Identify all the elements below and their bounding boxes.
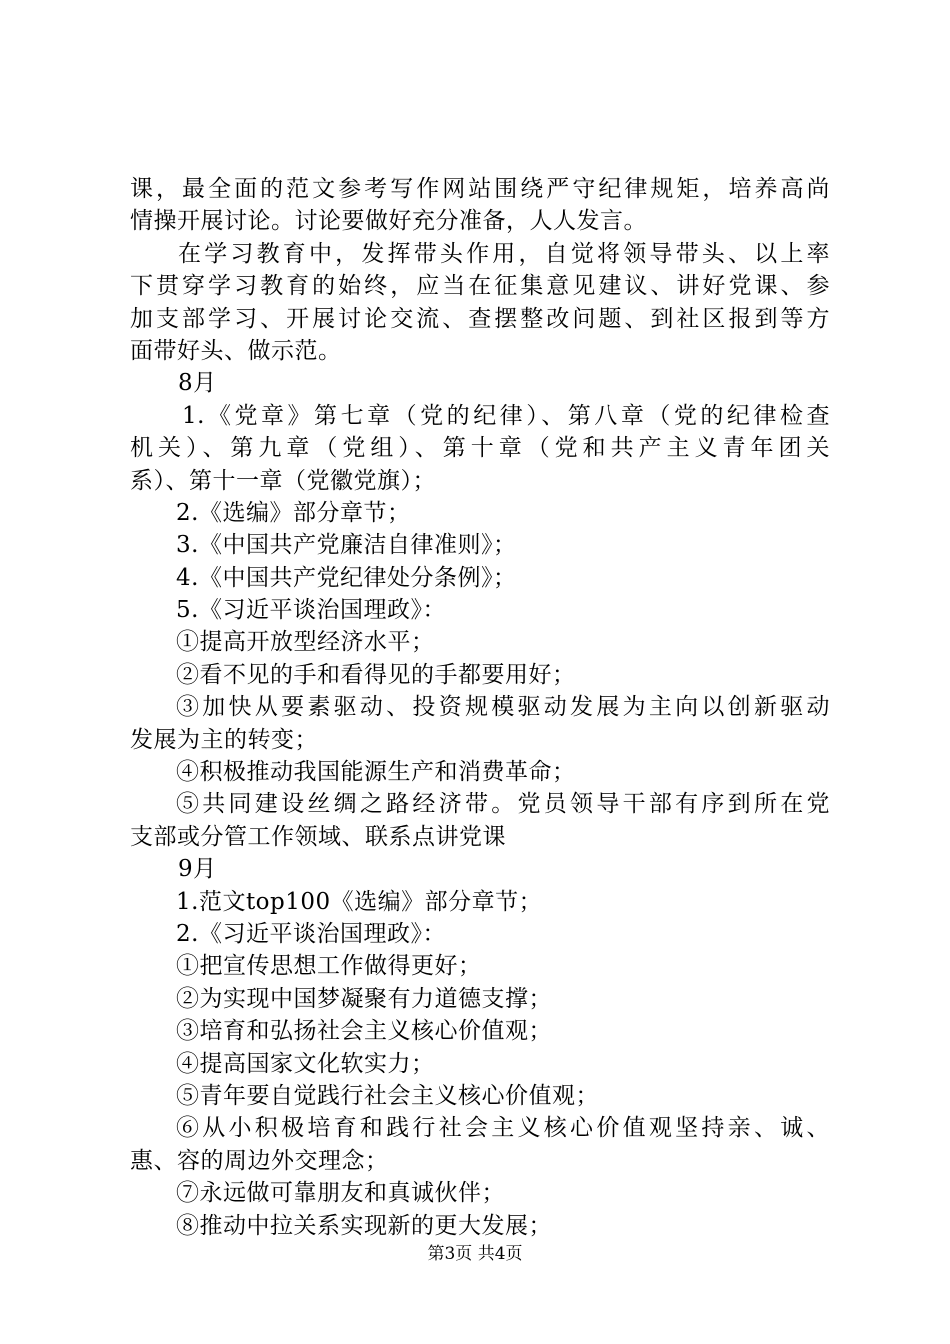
text-line: 加支部学习、开展讨论交流、查摆整改问题、到社区报到等方	[130, 305, 830, 332]
text-line: 情操开展讨论。讨论要做好充分准备，人人发言。	[130, 208, 647, 235]
sub-list-item: ⑥从小积极培育和践行社会主义核心价值观坚持亲、诚、	[176, 1115, 830, 1142]
paragraph-first-line: 在学习教育中，发挥带头作用，自觉将领导带头、以上率	[178, 240, 830, 267]
sub-list-item: ⑦永远做可靠朋友和真诚伙伴；	[176, 1180, 505, 1207]
list-item: 1.范文top100《选编》部分章节；	[176, 888, 543, 915]
text-line: 发展为主的转变；	[130, 726, 318, 753]
text-line: 惠、容的周边外交理念；	[130, 1147, 389, 1174]
month-heading-august: 8月	[178, 370, 217, 397]
sub-list-item: ①把宣传思想工作做得更好；	[176, 953, 482, 980]
sub-list-item: ④积极推动我国能源生产和消费革命；	[176, 759, 576, 786]
list-item: 2.《习近平谈治国理政》：	[176, 920, 446, 947]
text-line: 面带好头、做示范。	[130, 337, 342, 364]
sub-list-item: ⑤青年要自觉践行社会主义核心价值观；	[176, 1082, 599, 1109]
list-item: 2.《选编》部分章节；	[176, 499, 411, 526]
page-number-footer: 第3页 共4页	[427, 1244, 523, 1264]
document-body	[130, 173, 830, 1242]
text-line: 课，最全面的范文参考写作网站围绕严守纪律规矩，培养高尚	[130, 176, 830, 202]
text-line: 下贯穿学习教育的始终，应当在征集意见建议、讲好党课、参	[130, 273, 830, 300]
sub-list-item: ③培育和弘扬社会主义核心价值观；	[176, 1018, 552, 1045]
sub-list-item: ②为实现中国梦凝聚有力道德支撑；	[176, 985, 552, 1012]
month-heading-september: 9月	[178, 856, 217, 883]
sub-list-item: ①提高开放型经济水平；	[176, 629, 435, 656]
list-item: 4.《中国共产党纪律处分条例》；	[176, 564, 517, 591]
list-item: 1.《党章》第七章（党的纪律）、第八章（党的纪律检查	[182, 402, 830, 429]
sub-list-item: ⑧推动中拉关系实现新的更大发展；	[176, 1212, 552, 1239]
sub-list-item: ④提高国家文化软实力；	[176, 1050, 435, 1077]
list-item: 3.《中国共产党廉洁自律准则》；	[176, 532, 517, 559]
text-line: 系）、第十一章（党徽党旗）；	[130, 467, 436, 494]
sub-list-item: ⑤共同建设丝绸之路经济带。党员领导干部有序到所在党	[176, 791, 830, 818]
text-line: 支部或分管工作领域、联系点讲党课	[130, 823, 506, 850]
sub-list-item: ③加快从要素驱动、投资规模驱动发展为主向以创新驱动	[176, 694, 830, 721]
text-line: 机关）、第九章（党组）、第十章（党和共产主义青年团关	[130, 435, 830, 462]
sub-list-item: ②看不见的手和看得见的手都要用好；	[176, 661, 576, 688]
list-item: 5.《习近平谈治国理政》：	[176, 597, 446, 624]
